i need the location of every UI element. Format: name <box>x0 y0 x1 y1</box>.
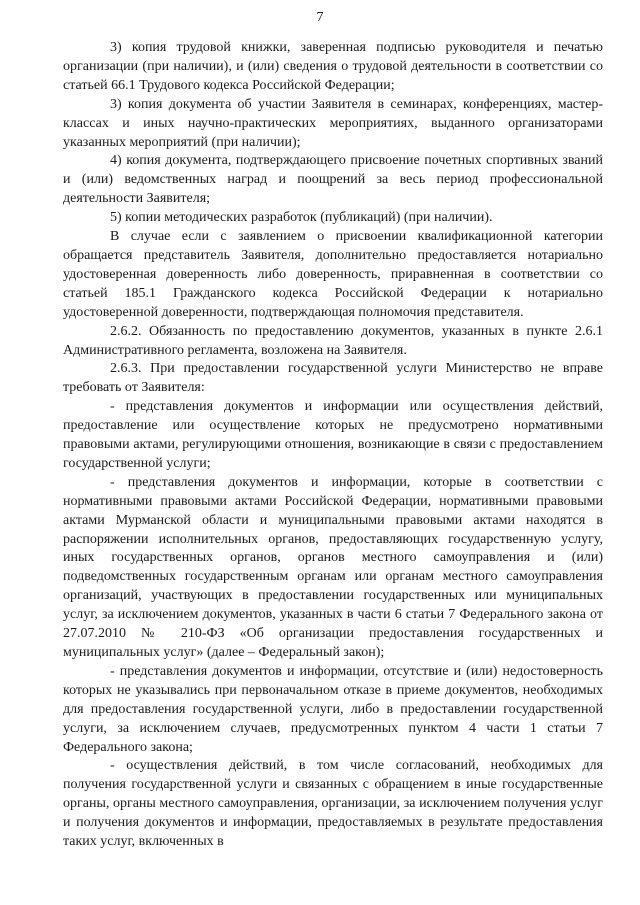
list-item-unregulated-documents: - представления документов и информации или осуществления действий, предоставление или осуществление которых не предусмотрено нормативными правовыми актами, регулирующими отношения, возникающие в связи с предоставлением государственной услуги; <box>63 399 603 471</box>
paragraph-representative-power-of-attorney: В случае если с заявлением о присвоении квалификационной категории обращается представитель Заявителя, дополнительно предоставляется нотариально удостоверенная доверенность либо доверенность, приравненная в соответствии со статьей 185.1 Гражданского кодекса Российской Федерации к нотариально удостоверенной доверенности, подтверждающая полномочия представителя. <box>63 229 603 320</box>
list-item-approvals: - осуществления действий, в том числе согласований, необходимых для получения государственной услуги и связанных с обращением в иные государственные органы, органы местного самоуправления, организации, за исключением получения услуг и получения документов и информации, предоставляемых в результате предоставления таких услуг, включенных в <box>63 758 603 850</box>
paragraph-methodical-works: 5) копии методических разработок (публикаций) (при наличии). <box>110 210 493 226</box>
paragraph-2-6-2: 2.6.2. Обязанность по предоставлению документов, указанных в пункте 2.6.1 Административного регламента, возложена на Заявителя. <box>63 323 603 358</box>
document-body <box>63 39 603 852</box>
paragraph-seminar-participation: 3) копия документа об участии Заявителя в семинарах, конференциях, мастер-классах и иных научно-практических мероприятиях, выданного организаторами указанных мероприятий (при наличии); <box>63 96 603 150</box>
paragraph-labor-book-copy: 3) копия трудовой книжки, заверенная подписью руководителя и печатью организации (при наличии), и (или) сведения о трудовой деятельности в соответствии со статьей 66.1 Трудового кодекса Российской Федерации; <box>63 40 603 93</box>
paragraph-2-6-3: 2.6.3. При предоставлении государственной услуги Министерство не вправе требовать от Заявителя: <box>63 361 603 396</box>
page-number: 7 <box>316 10 324 25</box>
list-item-documents-held-by-agencies: - представления документов и информации, которые в соответствии с нормативными правовыми актами Российской Федерации, нормативными правовыми актами Мурманской области и муниципальными правовыми актами находятся в распоряжении исполнительных органов, предоставляющих государственную услугу, иных государственных органов, органов местного самоуправления и (или) подведомственных государственным органам или органам местного самоуправления организаций, участвующих в предоставлении государственных или муниципальных услуг, за исключением документов, указанных в части 6 статьи 7 Федерального закона от 27.07.2010 № 210-ФЗ «Об организации предоставления государственных и муниципальных услуг» (далее – Федеральный закон); <box>63 474 603 660</box>
list-item-unmentioned-documents: - представления документов и информации, отсутствие и (или) недостоверность которых не указывались при первоначальном отказе в приеме документов, необходимых для предоставления государственной услуги, либо в предоставлении государственной услуги, за исключением случаев, предусмотренных пунктом 4 части 1 статьи 7 Федерального закона; <box>63 663 603 755</box>
paragraph-honorary-titles: 4) копия документа, подтверждающего присвоение почетных спортивных званий и (или) ведомственных наград и поощрений за весь период профессиональной деятельности Заявителя; <box>63 153 603 207</box>
